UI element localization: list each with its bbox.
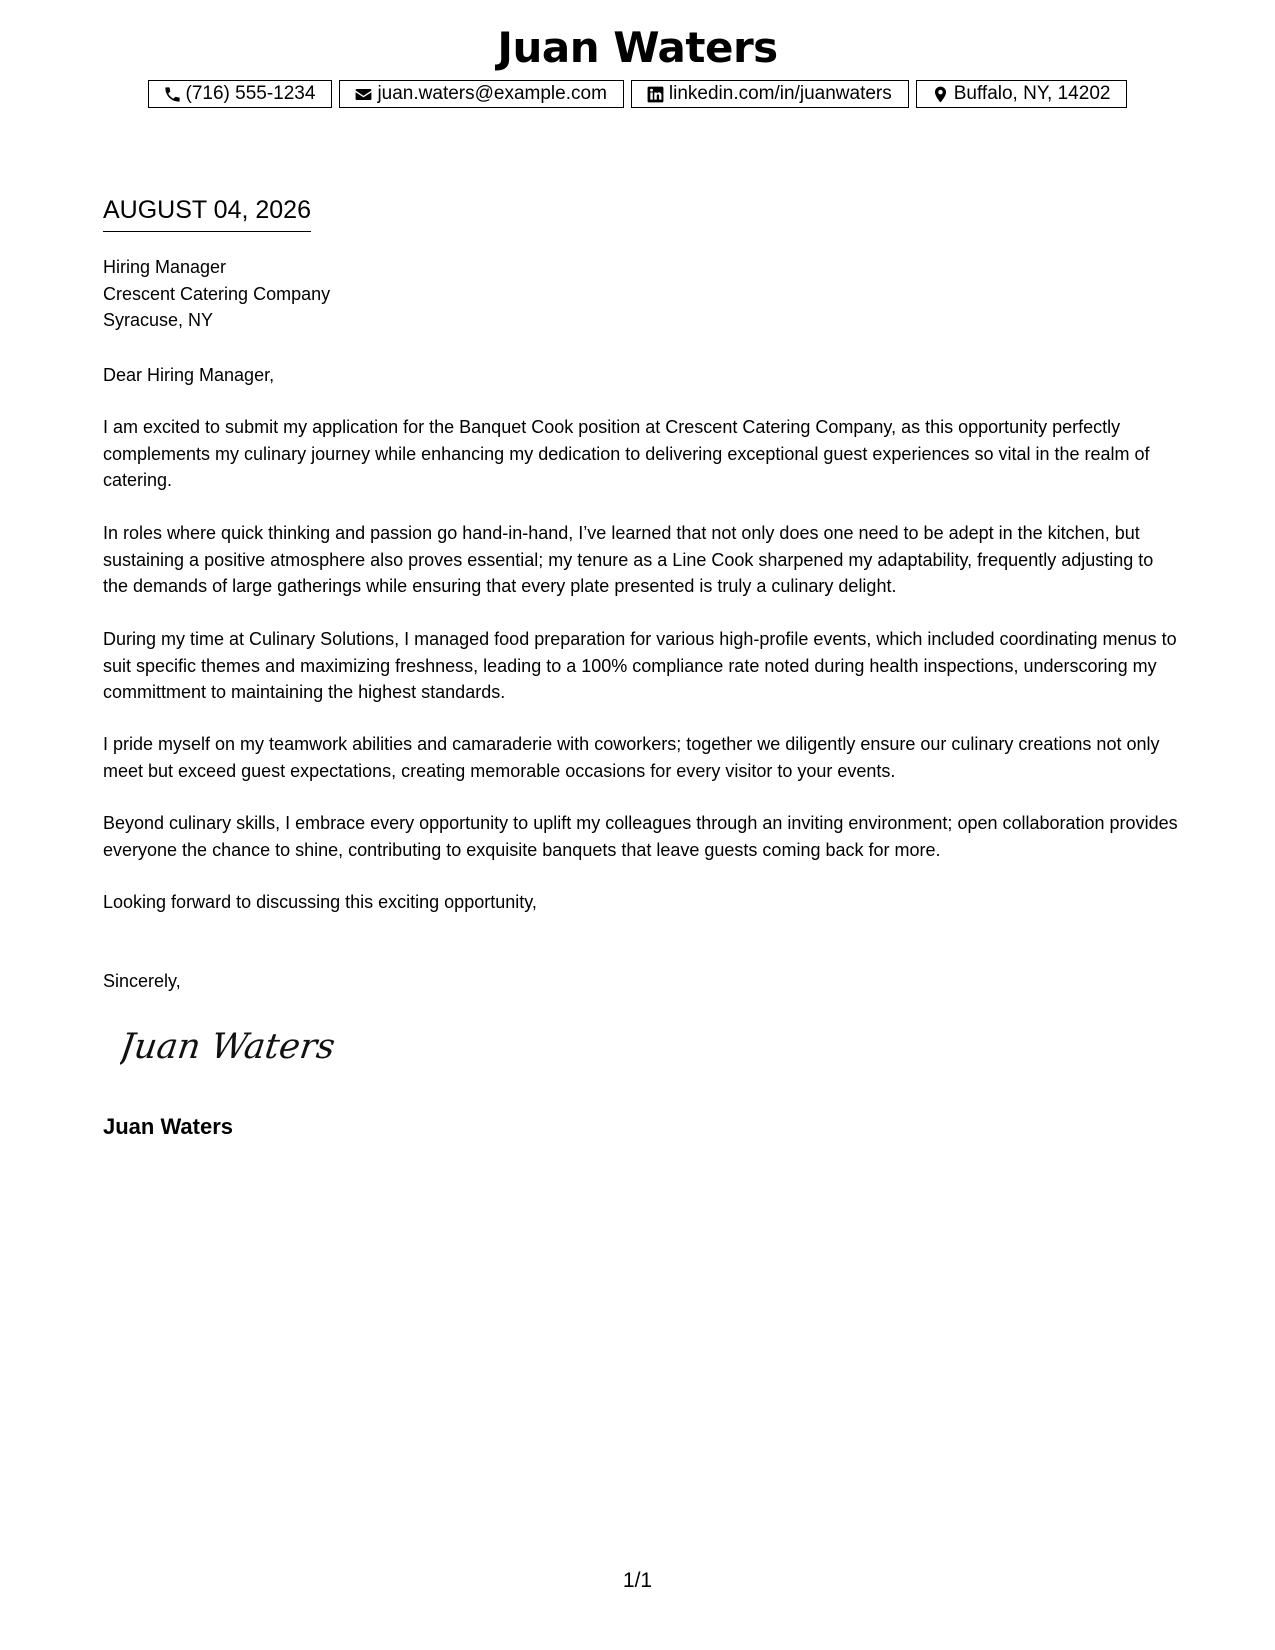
linkedin-icon xyxy=(646,85,665,104)
body-paragraph: During my time at Culinary Solutions, I managed food preparation for various high-profile events, which included coordinating menus to suit specific themes and maximizing freshness, leading to a 100% compliance rate noted during health inspections, underscoring my committment to maintaining the highest standards. xyxy=(103,629,1177,702)
closing-line: Looking forward to discussing this exciting opportunity, xyxy=(103,892,537,912)
letter-date: AUGUST 04, 2026 xyxy=(103,195,311,232)
phone-text: (716) 555-1234 xyxy=(185,83,316,104)
recipient-location: Syracuse, NY xyxy=(103,310,214,330)
body-paragraph: Beyond culinary skills, I embrace every opportunity to uplift my colleagues through an inviting environment; open collaboration provides everyone the chance to shine, contributing to exquisite banquets that leave guests coming back for more. xyxy=(103,813,1178,860)
contact-linkedin xyxy=(631,80,909,108)
location-text: Buffalo, NY, 14202 xyxy=(953,83,1111,104)
linkedin-text: linkedin.com/in/juanwaters xyxy=(668,83,892,104)
contact-location xyxy=(916,80,1128,108)
contact-phone xyxy=(148,80,333,108)
svg-text:Juan Waters: Juan Waters xyxy=(120,1026,338,1067)
body-paragraph: I pride myself on my teamwork abilities and camaraderie with coworkers; together we diligently ensure our culinary creations not only meet but exceed guest expectations, creating memorable occasions for every visitor to your events. xyxy=(103,734,1160,781)
recipient-company: Crescent Catering Company xyxy=(103,283,331,304)
envelope-icon xyxy=(354,85,373,104)
recipient-title: Hiring Manager xyxy=(103,257,227,277)
map-marker-icon xyxy=(931,85,950,104)
applicant-name: Juan Waters xyxy=(497,23,778,72)
signer-name: Juan Waters xyxy=(103,1114,234,1139)
sign-off: Sincerely, xyxy=(103,971,181,991)
body-paragraph: I am excited to submit my application for the Banquet Cook position at Crescent Catering Company, as this opportunity perfectly complements my culinary journey while enhancing my dedication to delivering exceptional guest experiences so vital in the realm of catering. xyxy=(103,417,1150,490)
email-text: juan.waters@example.com xyxy=(377,83,607,104)
page-number: 1/1 xyxy=(622,1569,653,1592)
phone-icon xyxy=(163,85,182,104)
handwritten-signature xyxy=(120,1021,345,1078)
contact-bar xyxy=(0,80,1275,108)
body-paragraph: In roles where quick thinking and passion go hand-in-hand, I’ve learned that not only does one need to be adept in the kitchen, but sustaining a positive atmosphere also proves essential; my tenure as a Line Cook sharpened my adaptability, frequently adjusting to the demands of large gatherings while ensuring that every plate presented is truly a culinary delight. xyxy=(103,523,1154,596)
recipient-block xyxy=(103,254,330,334)
salutation: Dear Hiring Manager, xyxy=(103,365,275,385)
contact-email xyxy=(339,80,623,108)
